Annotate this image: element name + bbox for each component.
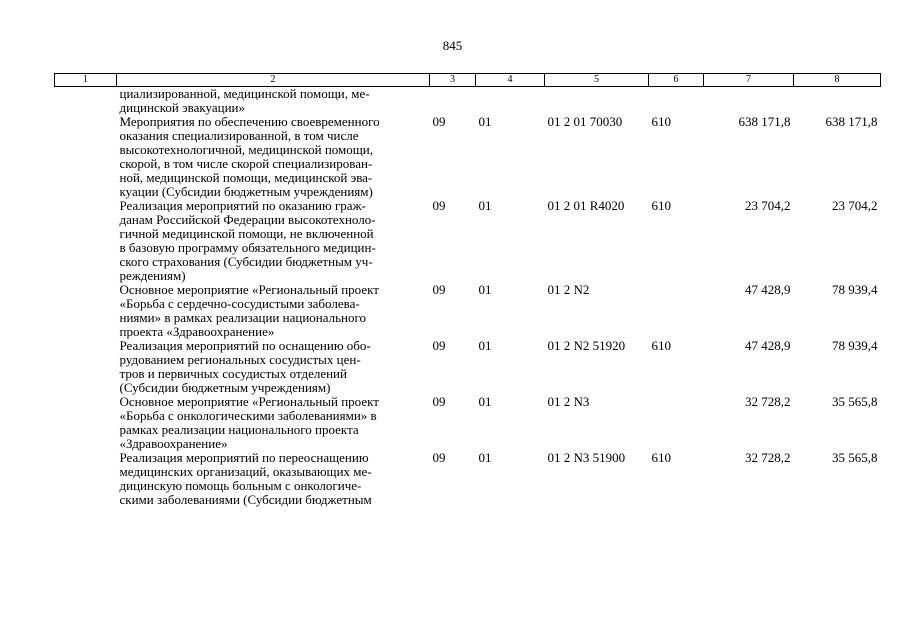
amount-year-2: 78 939,4 bbox=[832, 282, 878, 297]
cell-col-1 bbox=[55, 283, 117, 339]
section-code: 09 bbox=[432, 450, 446, 465]
amount-year-1: 32 728,2 bbox=[745, 450, 791, 465]
item-name-line: Мероприятия по обеспечению своевременного bbox=[119, 114, 380, 129]
target-article-code: 01 2 01 R4020 bbox=[547, 198, 625, 213]
column-header: 8 bbox=[794, 74, 881, 87]
item-name bbox=[117, 339, 430, 395]
expense-type-code: 610 bbox=[651, 338, 671, 353]
section-code: 09 bbox=[432, 282, 446, 297]
subsection-code: 01 bbox=[478, 450, 492, 465]
table-row bbox=[55, 283, 881, 339]
item-name-line: Реализация мероприятий по оснащению обо- bbox=[119, 338, 371, 353]
target-article-code: 01 2 N3 bbox=[547, 394, 590, 409]
expense-type-code bbox=[649, 87, 704, 116]
item-name-line: «Борьба с сердечно-сосудистыми заболева- bbox=[119, 296, 360, 311]
item-name-line: куации (Субсидии бюджетным учреждениям) bbox=[119, 184, 373, 199]
table-row bbox=[55, 115, 881, 199]
item-name-line: ского страхования (Субсидии бюджетным уч- bbox=[119, 254, 373, 269]
cell-col-1 bbox=[55, 395, 117, 451]
item-name-line: высокотехнологичной, медицинской помощи, bbox=[119, 142, 373, 157]
amount-year-2: 35 565,8 bbox=[832, 394, 878, 409]
column-header: 2 bbox=[117, 74, 430, 87]
item-name-line: Реализация мероприятий по переоснащению bbox=[119, 450, 369, 465]
table-row bbox=[55, 87, 881, 116]
expense-type-code bbox=[649, 283, 704, 339]
amount-year-1: 32 728,2 bbox=[745, 394, 791, 409]
amount-year-2: 78 939,4 bbox=[832, 338, 878, 353]
item-name bbox=[117, 115, 430, 199]
column-header: 7 bbox=[704, 74, 794, 87]
cell-col-1 bbox=[55, 199, 117, 283]
item-name-line: ной, медицинской помощи, медицинской эва- bbox=[119, 170, 373, 185]
item-name bbox=[117, 283, 430, 339]
table-row bbox=[55, 451, 881, 507]
item-name-line: Основное мероприятие «Региональный проект bbox=[119, 282, 379, 297]
column-header: 1 bbox=[55, 74, 117, 87]
item-name-line: «Борьба с онкологическими заболеваниями» в bbox=[119, 408, 377, 423]
cell-col-1 bbox=[55, 115, 117, 199]
item-name-line: скорой, в том числе скорой специализирован- bbox=[119, 156, 373, 171]
table-row bbox=[55, 199, 881, 283]
item-name bbox=[117, 199, 430, 283]
item-name-line: данам Российской Федерации высокотехноло- bbox=[119, 212, 376, 227]
column-header: 4 bbox=[476, 74, 545, 87]
item-name-line: (Субсидии бюджетным учреждениям) bbox=[119, 380, 331, 395]
subsection-code: 01 bbox=[478, 394, 492, 409]
subsection-code: 01 bbox=[478, 114, 492, 129]
subsection-code bbox=[476, 87, 545, 116]
expense-type-code: 610 bbox=[651, 450, 671, 465]
amount-year-2 bbox=[794, 87, 881, 116]
amount-year-2: 35 565,8 bbox=[832, 450, 878, 465]
section-code: 09 bbox=[432, 394, 446, 409]
amount-year-1 bbox=[704, 87, 794, 116]
item-name bbox=[117, 87, 430, 116]
item-name-line: медицинских организаций, оказывающих ме- bbox=[119, 464, 372, 479]
item-name-line: ниями» в рамках реализации национального bbox=[119, 310, 366, 325]
item-name bbox=[117, 451, 430, 507]
item-name-line: гичной медицинской помощи, не включенной bbox=[119, 226, 374, 241]
section-code: 09 bbox=[432, 198, 446, 213]
section-code: 09 bbox=[432, 114, 446, 129]
table-row bbox=[55, 395, 881, 451]
column-header: 5 bbox=[545, 74, 649, 87]
target-article-code: 01 2 N2 bbox=[547, 282, 590, 297]
item-name-line: дицинской эвакуации» bbox=[119, 100, 245, 115]
cell-col-1 bbox=[55, 87, 117, 116]
item-name-line: Основное мероприятие «Региональный проект bbox=[119, 394, 379, 409]
amount-year-1: 23 704,2 bbox=[745, 198, 791, 213]
item-name-line: циализированной, медицинской помощи, ме- bbox=[119, 86, 370, 101]
subsection-code: 01 bbox=[478, 282, 492, 297]
item-name bbox=[117, 395, 430, 451]
item-name-line: «Здравоохранение» bbox=[119, 436, 228, 451]
item-name-line: в базовую программу обязательного медицин- bbox=[119, 240, 376, 255]
item-name-line: реждениям) bbox=[119, 268, 186, 283]
amount-year-1: 47 428,9 bbox=[745, 338, 791, 353]
table-row bbox=[55, 339, 881, 395]
amount-year-1: 638 171,8 bbox=[738, 114, 791, 129]
amount-year-2: 23 704,2 bbox=[832, 198, 878, 213]
item-name-line: Реализация мероприятий по оказанию граж- bbox=[119, 198, 366, 213]
item-name-line: рудованием региональных сосудистых цен- bbox=[119, 352, 361, 367]
budget-table bbox=[54, 73, 881, 507]
column-header: 6 bbox=[649, 74, 704, 87]
column-number-header bbox=[55, 74, 881, 87]
item-name-line: дицинскую помощь больным с онкологиче- bbox=[119, 478, 362, 493]
amount-year-2: 638 171,8 bbox=[825, 114, 878, 129]
column-header: 3 bbox=[430, 74, 476, 87]
target-article-code: 01 2 N2 51920 bbox=[547, 338, 626, 353]
expense-type-code bbox=[649, 395, 704, 451]
item-name-line: тров и первичных сосудистых отделений bbox=[119, 366, 347, 381]
target-article-code: 01 2 N3 51900 bbox=[547, 450, 626, 465]
cell-col-1 bbox=[55, 451, 117, 507]
target-article-code: 01 2 01 70030 bbox=[547, 114, 623, 129]
item-name-line: оказания специализированной, в том числе bbox=[119, 128, 359, 143]
budget-table-body bbox=[55, 87, 881, 508]
amount-year-1: 47 428,9 bbox=[745, 282, 791, 297]
section-code: 09 bbox=[432, 338, 446, 353]
section-code bbox=[430, 87, 476, 116]
item-name-line: проекта «Здравоохранение» bbox=[119, 324, 275, 339]
cell-col-1 bbox=[55, 339, 117, 395]
expense-type-code: 610 bbox=[651, 114, 671, 129]
item-name-line: рамках реализации национального проекта bbox=[119, 422, 359, 437]
target-article-code bbox=[545, 87, 649, 116]
subsection-code: 01 bbox=[478, 338, 492, 353]
expense-type-code: 610 bbox=[651, 198, 671, 213]
subsection-code: 01 bbox=[478, 198, 492, 213]
page-number: 845 bbox=[442, 38, 463, 53]
item-name-line: скими заболеваниями (Субсидии бюджетным bbox=[119, 492, 372, 507]
